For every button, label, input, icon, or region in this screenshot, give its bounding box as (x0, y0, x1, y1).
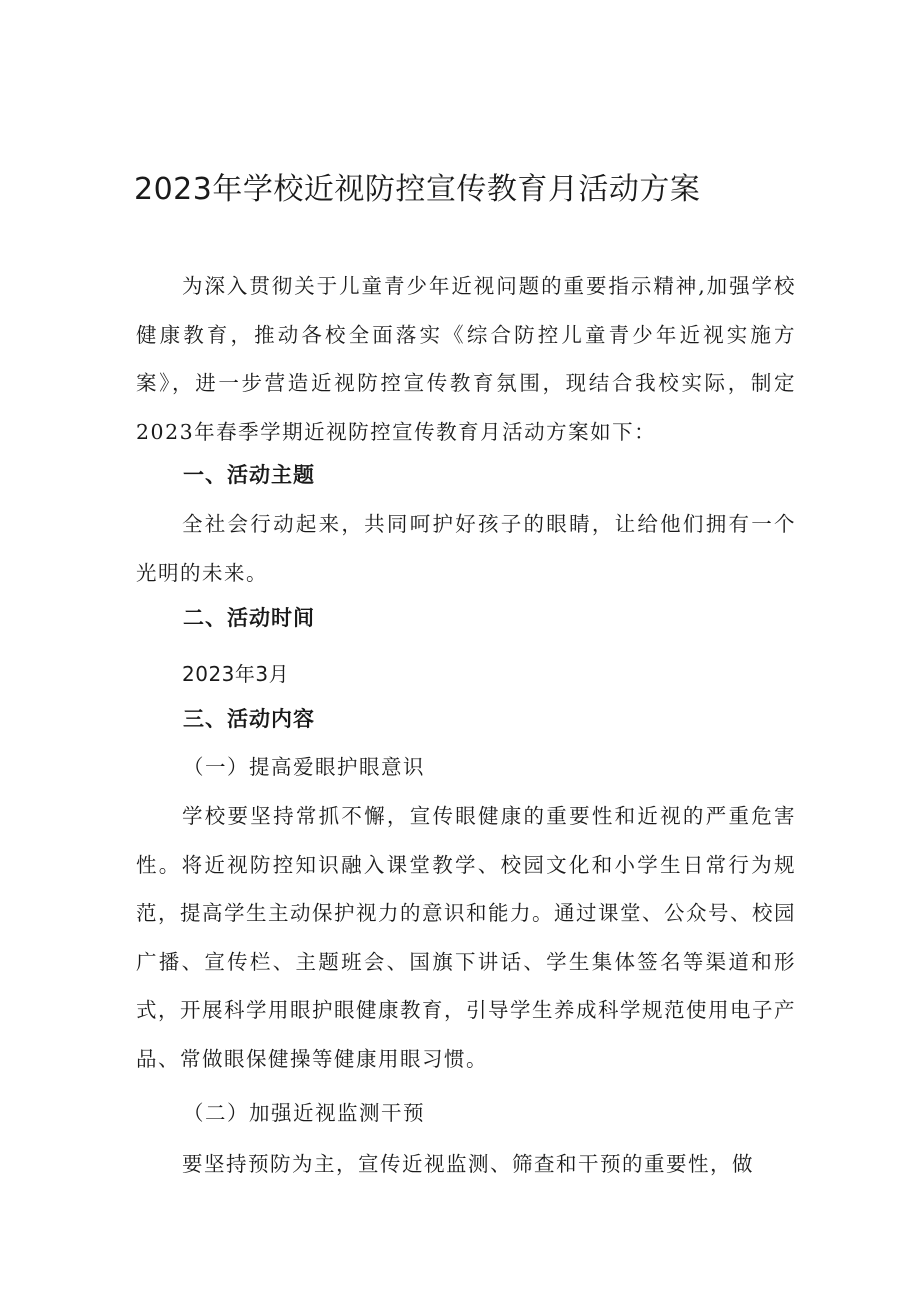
section-3-sub-2-body: 要坚持预防为主，宣传近视监测、筛查和干预的重要性，做 (182, 1152, 754, 1176)
section-2-heading: 二、活动时间 (183, 606, 315, 630)
intro-paragraph: 为深入贯彻关于儿童青少年近视问题的重要指示精神,加强学校健康教育，推动各校全面落实《综合防控儿童青少年近视实施方案》，进一步营造近视防控宣传教育氛围，现结合我校实际，制定2023年春季学期近视防控宣传教育月活动方案如下： (136, 274, 796, 444)
section-3-sub-2-heading: （二）加强近视监测干预 (183, 1101, 425, 1125)
section-3-heading: 三、活动内容 (183, 707, 315, 731)
document-title: 2023年学校近视防控宣传教育月活动方案 (134, 172, 701, 207)
section-3-sub-1-body: 学校要坚持常抓不懈，宣传眼健康的重要性和近视的严重危害性。将近视防控知识融入课堂教学、校园文化和小学生日常行为规范，提高学生主动保护视力的意识和能力。通过课堂、公众号、校园广播、宣传栏、主题班会、国旗下讲话、学生集体签名等渠道和形式，开展科学用眼护眼健康教育，引导学生养成科学规范使用电子产品、常做眼保健操等健康用眼习惯。 (136, 804, 796, 1071)
section-2-body: 2023年3月 (182, 662, 290, 686)
section-1-heading: 一、活动主题 (183, 463, 315, 487)
section-1-body: 全社会行动起来，共同呵护好孩子的眼睛，让给他们拥有一个光明的未来。 (136, 512, 796, 585)
section-3-sub-1-heading: （一）提高爱眼护眼意识 (183, 755, 425, 779)
